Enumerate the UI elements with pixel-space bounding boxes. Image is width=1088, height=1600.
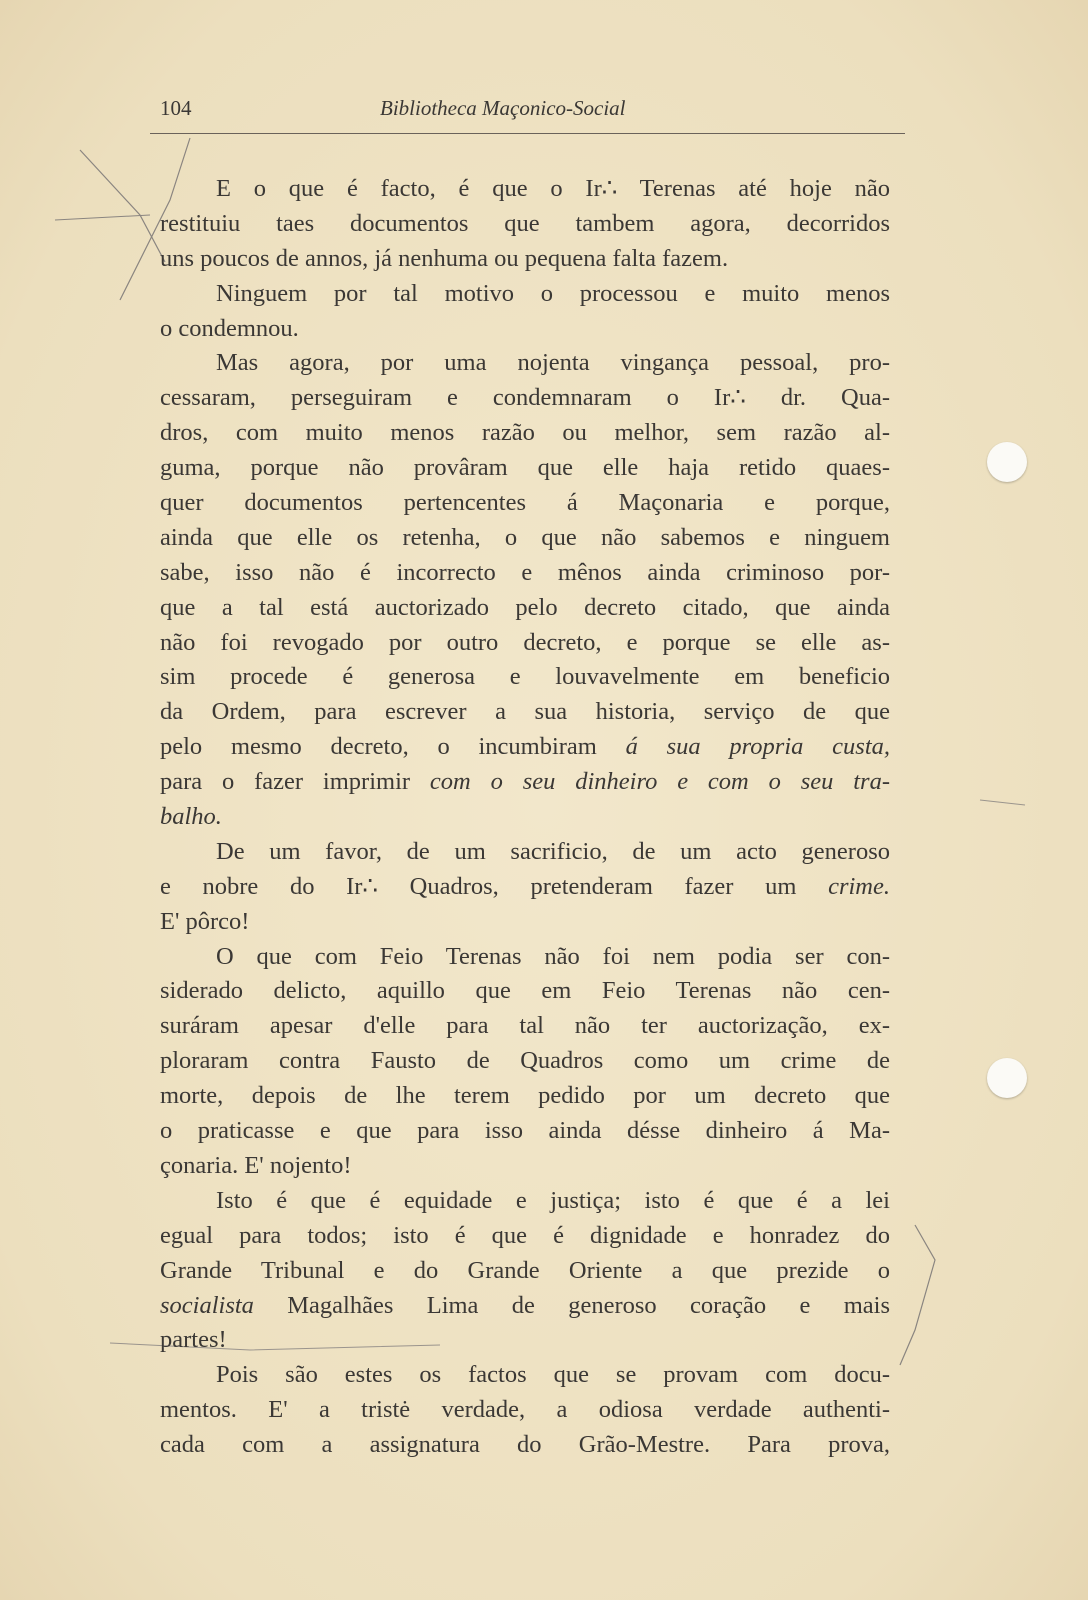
text-segment: e nobre do Ir∴ Quadros, pretenderam fazer um	[160, 872, 829, 900]
text-segment: Mas agora, por uma nojenta vingança pessoal, pro-	[216, 349, 890, 377]
text-segment: E' pôrco!	[160, 907, 250, 935]
text-line	[160, 1149, 890, 1184]
text-segment: De um favor, de um sacrificio, de um acto generoso	[216, 837, 890, 865]
text-segment: cessaram, perseguiram e condemnaram o Ir∴ dr. Qua-	[160, 384, 890, 412]
text-segment: Isto é que é equidade e justiça; isto é que é a lei	[216, 1186, 890, 1214]
text-line	[160, 905, 890, 940]
text-line	[160, 765, 890, 800]
text-segment: uns poucos de annos, já nenhuma ou pequena falta fazem.	[160, 244, 729, 272]
text-line	[160, 800, 890, 835]
text-line	[160, 346, 890, 381]
text-segment: çonaria. E' nojento!	[160, 1151, 352, 1179]
text-segment: cada com a assignatura do Grão-Mestre. Para prova,	[160, 1431, 890, 1459]
text-segment: E o que é facto, é que o Ir∴ Terenas até hoje não	[216, 175, 890, 202]
text-line	[160, 1044, 890, 1079]
text-line	[160, 695, 890, 730]
body-text	[160, 172, 890, 1463]
text-segment: o condemnou.	[160, 314, 299, 342]
text-segment: partes!	[160, 1326, 227, 1354]
text-line	[160, 870, 890, 905]
text-line	[160, 521, 890, 556]
text-line	[160, 1184, 890, 1219]
text-line	[160, 1428, 890, 1463]
text-segment: Ninguem por tal motivo o processou e muito menos	[216, 279, 890, 307]
text-segment: para o fazer imprimir	[160, 768, 430, 796]
text-line	[160, 1254, 890, 1289]
text-line	[160, 242, 890, 277]
text-segment: egual para todos; isto é que é dignidade e honradez do	[160, 1221, 890, 1249]
text-segment: Magalhães Lima de generoso coração e mais	[253, 1291, 890, 1319]
text-segment: o praticasse e que para isso ainda désse dinheiro á Ma-	[160, 1117, 890, 1145]
punch-hole-top	[987, 442, 1027, 482]
text-line	[160, 1289, 890, 1324]
italic-text: com o seu dinheiro e com o seu tra-	[429, 768, 890, 796]
text-line	[160, 172, 890, 207]
punch-hole-bottom	[987, 1058, 1027, 1098]
text-line	[160, 730, 890, 765]
italic-text: á sua propria custa,	[625, 733, 891, 761]
text-segment: Pois são estes os factos que se provam com docu-	[216, 1361, 890, 1389]
text-line	[160, 381, 890, 416]
text-line	[160, 835, 890, 870]
running-title: Bibliotheca Maçonico-Social	[380, 96, 626, 120]
text-segment: pelo mesmo decreto, o incumbiram	[160, 733, 626, 761]
text-line	[160, 660, 890, 695]
text-segment: guma, porque não provâram que elle haja retido quaes-	[160, 454, 890, 482]
text-segment: restituiu taes documentos que tambem agora, decorridos	[160, 209, 890, 237]
text-line	[160, 556, 890, 591]
text-segment: quer documentos pertencentes á Maçonaria e porque,	[160, 489, 890, 517]
text-segment: Grande Tribunal e do Grande Oriente a que prezide o	[160, 1256, 890, 1284]
text-line	[160, 207, 890, 242]
text-line	[160, 626, 890, 661]
text-segment: sim procede é generosa e louvavelmente em beneficio	[160, 663, 890, 691]
text-segment: morte, depois de lhe terem pedido por um decreto que	[160, 1082, 890, 1110]
text-line	[160, 486, 890, 521]
text-line	[160, 451, 890, 486]
page-number: 104	[160, 96, 192, 120]
italic-text: balho.	[160, 803, 222, 831]
italic-text: crime.	[828, 872, 890, 900]
text-line	[160, 1219, 890, 1254]
header-rule	[150, 133, 905, 134]
text-line	[160, 312, 890, 347]
text-segment: ploraram contra Fausto de Quadros como um crime de	[160, 1047, 890, 1075]
text-line	[160, 974, 890, 1009]
text-segment: da Ordem, para escrever a sua historia, serviço de que	[160, 698, 890, 726]
text-line	[160, 277, 890, 312]
text-line	[160, 1009, 890, 1044]
text-line	[160, 416, 890, 451]
text-line	[160, 591, 890, 626]
text-line	[160, 940, 890, 975]
italic-text: socialista	[160, 1291, 254, 1319]
text-line	[160, 1079, 890, 1114]
text-segment: siderado delicto, aquillo que em Feio Terenas não cen-	[160, 977, 890, 1005]
text-segment: O que com Feio Terenas não foi nem podia ser con-	[216, 942, 890, 970]
text-line	[160, 1358, 890, 1393]
text-segment: não foi revogado por outro decreto, e porque se elle as-	[160, 628, 890, 656]
text-segment: mentos. E' a tristė verdade, a odiosa verdade authenti-	[160, 1396, 890, 1424]
text-segment: dros, com muito menos razão ou melhor, sem razão al-	[160, 419, 890, 447]
text-segment: que a tal está auctorizado pelo decreto citado, que ainda	[160, 593, 890, 621]
text-segment: ainda que elle os retenha, o que não sabemos e ninguem	[160, 523, 890, 551]
text-segment: suráram apesar d'elle para tal não ter auctorização, ex-	[160, 1012, 890, 1040]
text-line	[160, 1114, 890, 1149]
text-line	[160, 1393, 890, 1428]
text-line	[160, 1323, 890, 1358]
text-segment: sabe, isso não é incorrecto e mênos ainda criminoso por-	[160, 558, 890, 586]
